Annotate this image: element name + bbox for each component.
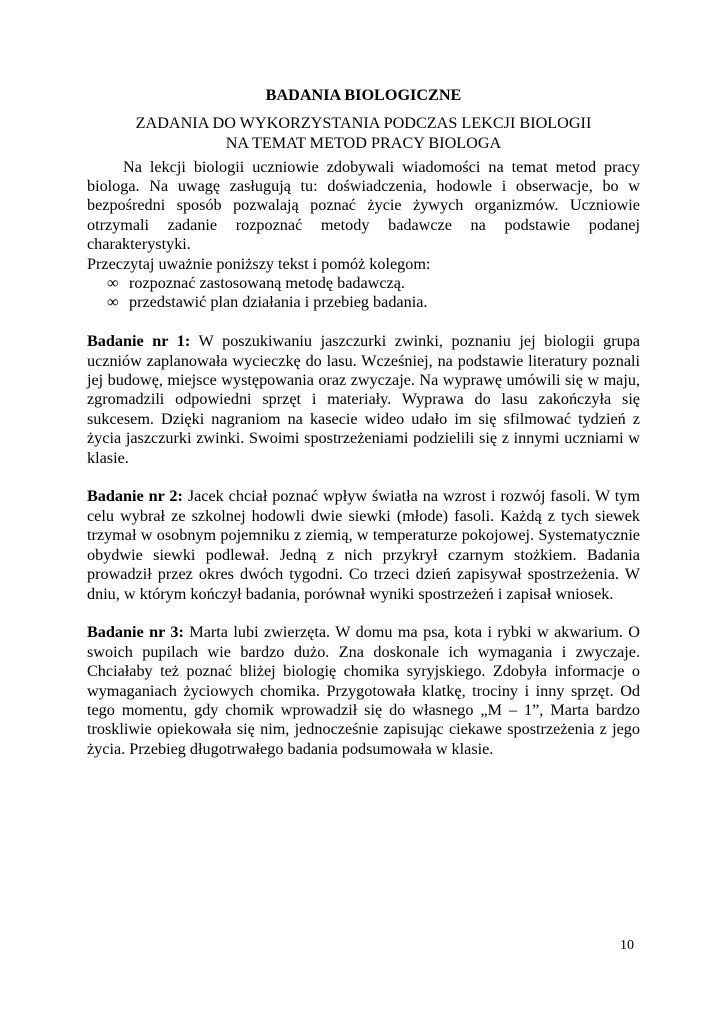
infinity-bullet-icon: ∞ xyxy=(107,274,119,293)
instruction-paragraph: Przeczytaj uważnie poniższy tekst i pomóż kolegom: xyxy=(87,254,431,273)
task-list-item xyxy=(107,274,640,293)
study-1-paragraph xyxy=(87,332,640,468)
task-list xyxy=(87,274,640,313)
infinity-bullet-icon: ∞ xyxy=(107,293,119,312)
study-3-paragraph xyxy=(87,623,640,759)
study-1-text: W poszukiwaniu jaszczurki zwinki, poznaniu jej biologii grupa uczniów zaplanowała wycieczkę do lasu. Wcześniej, na podstawie literatury poznali jej budowę, miejsce występowania oraz zwyczaje. Na wyprawę umówili się w maju, zgromadzili odpowiedni sprzęt i materiały. Wyprawa do lasu zakończyła się sukcesem. Dzięki nagraniom na kasecie wideo udało im się sfilmować tydzień z życia jaszczurki zwinki. Swoimi spostrzeżeniami podzielili się z innymi uczniami w klasie. xyxy=(87,332,640,467)
study-3-text: Marta lubi zwierzęta. W domu ma psa, kota i rybki w akwarium. O swoich pupilach wie bardzo dużo. Zna doskonale ich wymagania i zwyczaje. Chciałaby też poznać bliżej biologię chomika syryjskiego. Zdobyła informacje o wymaganiach życiowych chomika. Przygotowała klatkę, trociny i inny sprzęt. Od tego momentu, gdy chomik wprowadził się do własnego „M – 1”, Marta bardzo troskliwie opiekowała się nim, jednocześnie zapisując ciekawe spostrzeżenia z jego życia. Przebieg długotrwałego badania podsumowała w klasie. xyxy=(87,623,640,758)
page-number: 10 xyxy=(620,938,634,953)
task-text: przedstawić plan działania i przebieg badania. xyxy=(129,293,428,312)
document-page xyxy=(87,86,640,759)
intro-paragraph: Na lekcji biologii uczniowie zdobywali wiadomości na temat metod pracy biologa. Na uwagę zasługują tu: doświadczenia, hodowle i obserwacje, bo w bezpośredni sposób pozwalają poznać życie żywych organizmów. Uczniowie otrzymali zadanie rozpoznać metody badawcze na podstawie podanej charakterystyki. xyxy=(87,157,640,254)
document-subtitle xyxy=(87,114,640,153)
study-2-paragraph xyxy=(87,487,640,603)
task-text: rozpoznać zastosowaną metodę badawczą. xyxy=(129,274,405,293)
subtitle-line-1: ZADANIA DO WYKORZYSTANIA PODCZAS LEKCJI BIOLOGII xyxy=(135,114,592,133)
study-2-text: Jacek chciał poznać wpływ światła na wzrost i rozwój fasoli. W tym celu wybrał ze szkolnej hodowli dwie siewki (młode) fasoli. Każdą z tych siewek trzymał w osobnym pojemniku z ziemią, w temperaturze pokojowej. Systematycznie obydwie siewki podlewał. Jedną z nich przykrył czarnym stożkiem. Badania prowadził przez okres dwóch tygodni. Co trzeci dzień zapisywał spostrzeżenia. W dniu, w którym kończył badania, porównał wyniki spostrzeżeń i zapisał wniosek. xyxy=(87,487,640,603)
document-title: BADANIA BIOLOGICZNE xyxy=(265,86,462,104)
task-list-item xyxy=(107,293,640,312)
study-1-label: Badanie nr 1: xyxy=(87,332,191,351)
subtitle-line-2: NA TEMAT METOD PRACY BIOLOGA xyxy=(225,134,502,152)
study-3-label: Badanie nr 3: xyxy=(87,623,184,642)
study-2-label: Badanie nr 2: xyxy=(87,487,183,506)
